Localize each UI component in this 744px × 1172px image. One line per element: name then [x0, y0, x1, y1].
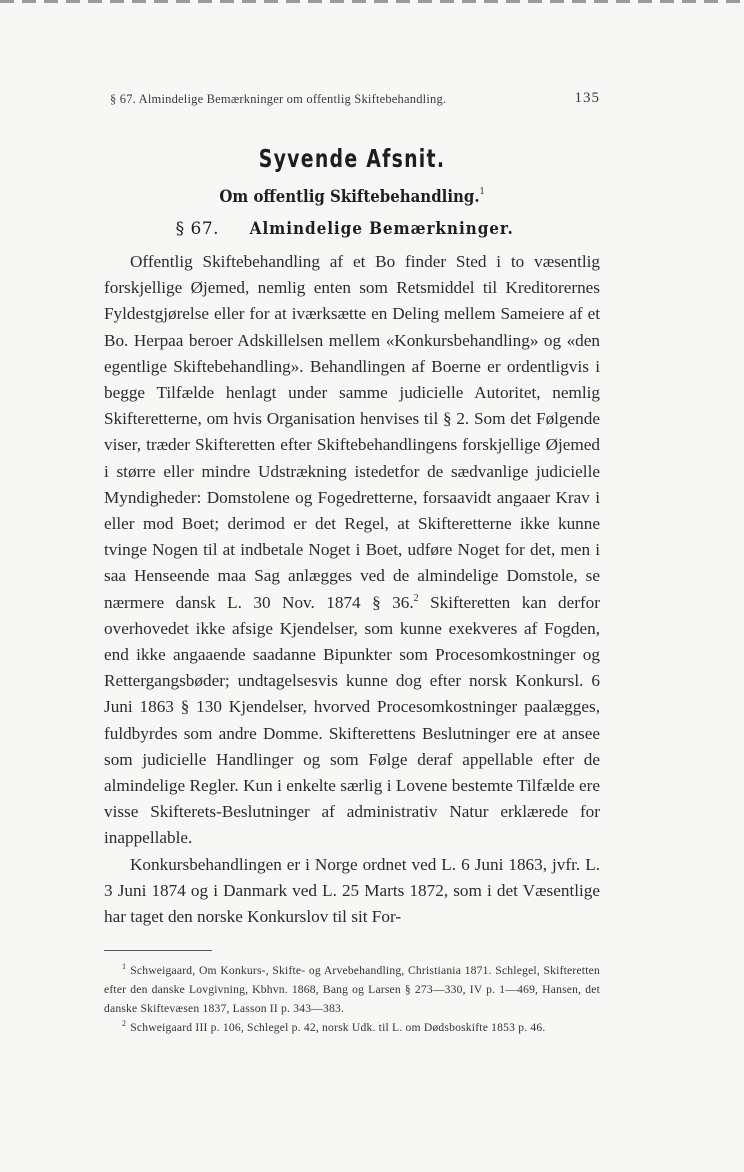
footnote-1: [104, 961, 600, 1018]
subtitle-text: Om offentlig Skiftebehandling.: [219, 187, 480, 207]
footnote-divider: [104, 950, 212, 951]
book-page: [104, 88, 600, 1037]
running-head-title: § 67. Almindelige Bemærkninger om offentlig Skiftebehandling.: [110, 92, 447, 106]
footnote-1-mark: 1: [122, 962, 127, 972]
paragraph-name: Almindelige Bemærkninger.: [249, 219, 514, 239]
subtitle-footnote-ref: 1: [479, 187, 485, 197]
page-number: 135: [574, 90, 600, 106]
top-edge-rule: [0, 0, 744, 3]
section-title: Syvende Afsnit.: [258, 144, 446, 173]
running-head: [104, 88, 600, 110]
body-paragraph-1-part-a: Offentlig Skiftebehandling af et Bo finder Sted i to væsentlig forskjellige Øjemed, nemlig enten som Retsmiddel til Kreditorernes Fyldestgjørelse eller for at iværksætte en Deling mellem Sameiere af et Bo. Herpaa beroer Adskillelsen mellem «Konkursbehandling» og «den egentlige Skiftebehandling». Behandlingen af Boerne er ordentligvis i begge Tilfælde henlagt under samme judicielle Autoritet, nemlig Skifteretterne, om hvis Organisation henvises til § 2. Som det Følgende viser, træder Skifteretten efter Skiftebehandlingens forskjellige Øjemed i større eller mindre Udstrækning istedetfor de sædvanlige judicielle Myndigheder: Domstolene og Fogedretterne, forsaavidt angaaer Krav i eller mod Boet; derimod er det Regel, at Skifteretterne ikke kunne tvinge Nogen til at indbetale Noget i Boet, udføre Noget for det, men i saa Henseende maa Sag anlægges ved de almindelige Domstole, se nærmere dansk L. 30 Nov. 1874 § 36.: [104, 252, 600, 612]
body-paragraph-1: [104, 249, 600, 852]
footnote-2: [104, 1018, 600, 1037]
footnote-1-text: Schweigaard, Om Konkurs-, Skifte- og Arvebehandling, Christiania 1871. Schlegel, Skifteretten efter den danske Lovgivning, Kbhvn. 1868, Bang og Larsen § 273—330, IV p. 1—469, Hansen, det danske Skiftevæsen 1837, Lasson II p. 343—383.: [104, 964, 600, 1016]
paragraph-heading: [104, 219, 600, 239]
body-footnote-ref-2: 2: [413, 592, 419, 604]
body-paragraph-1-part-b: Skifteretten kan derfor overhovedet ikke afsige Kjendelser, som kunne exekveres af Fogden, end ikke angaaende saadanne Bipunkter som Procesomkostninger og Rettergangsbøder; undtagelsesvis kunne dog efter norsk Konkursl. 6 Juni 1863 § 130 Kjendelser, hvorved Procesomkostninger paalægges, fuldbyrdes som andre Domme. Skifterettens Beslutninger ere at ansee som judicielle Handlinger og som Følge deraf appellable efter de almindelige Regler. Kun i enkelte særlig i Lovene bestemte Tilfælde ere visse Skifterets-Beslutninger af administrativ Natur erklærede for inappellable.: [104, 592, 600, 848]
paragraph-number: § 67.: [175, 219, 220, 239]
chapter-subtitle: [134, 187, 570, 207]
body-paragraph-2: Konkursbehandlingen er i Norge ordnet ved L. 6 Juni 1863, jvfr. L. 3 Juni 1874 og i Danmark ved L. 25 Marts 1872, som i det Væsentlige har taget den norske Konkurslov til sit For-: [104, 854, 600, 927]
footnotes: [104, 961, 600, 1037]
body-text: [104, 249, 600, 930]
footnote-2-mark: 2: [122, 1019, 127, 1029]
footnote-2-text: Schweigaard III p. 106, Schlegel p. 42, norsk Udk. til L. om Dødsboskifte 1853 p. 46.: [130, 1021, 546, 1035]
